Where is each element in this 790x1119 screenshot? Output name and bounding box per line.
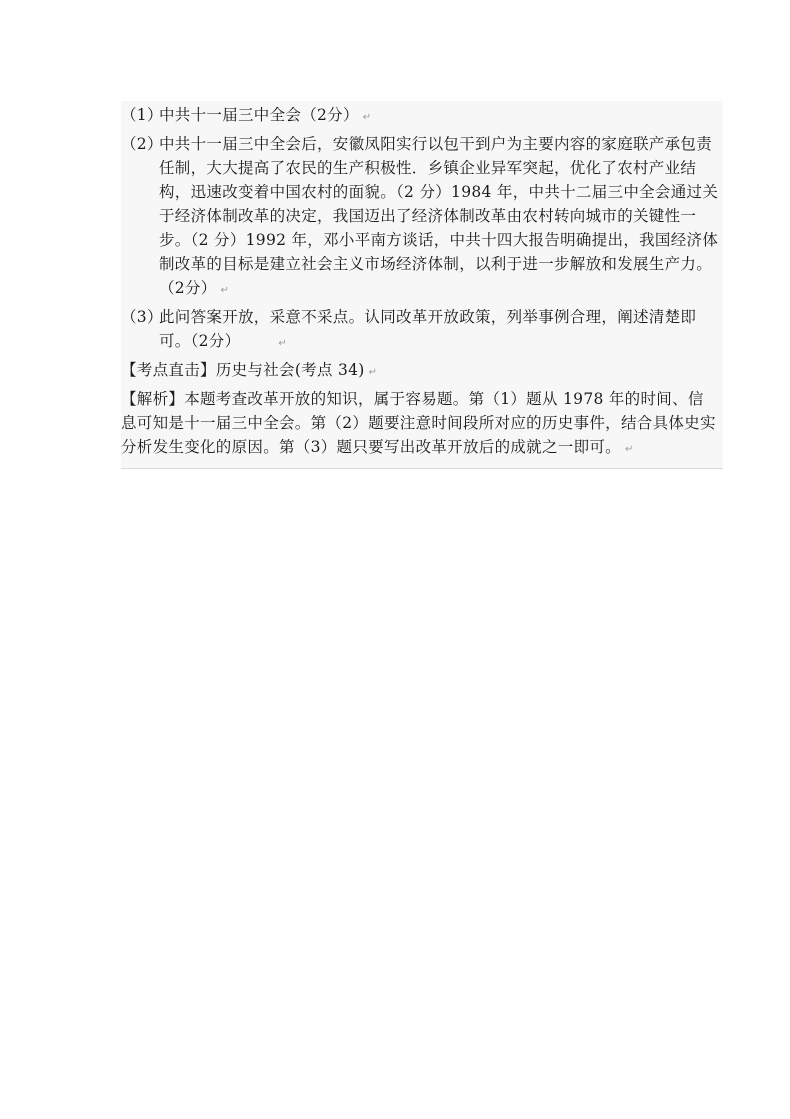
jiexi-text: 本题考查改革开放的知识，属于容易题。第（1）题从 1978 年的时间、信息可知是十一届三中全会。第（2）题要注意时间段所对应的历史事件，结合具体史实分析发生变化的原因。第（3）题只要写出改革开放后的成就之一即可。	[121, 390, 716, 456]
answer-item-1	[121, 103, 723, 130]
item-number: （1）	[121, 106, 163, 124]
answer-item-3	[121, 305, 723, 356]
item-text: 此问答案开放，采意不采点。认同改革开放政策，列举事例合理，阐述清楚即可。（2分）	[159, 308, 697, 350]
paragraph-mark-icon: ↵	[362, 112, 372, 123]
kaodian-line	[121, 358, 723, 385]
item-number: （3）	[121, 308, 163, 326]
jiexi-paragraph	[121, 387, 723, 462]
kaodian-text: 历史与社会(考点 34)	[215, 361, 365, 379]
paragraph-mark-icon: ↵	[624, 444, 634, 455]
item-number: （2）	[121, 135, 163, 153]
item-text: 中共十一届三中全会（2分）	[159, 106, 359, 124]
answer-document	[121, 101, 723, 469]
kaodian-tag: 【考点直击】	[121, 361, 216, 379]
paragraph-mark-icon: ↵	[368, 367, 378, 378]
jiexi-tag: 【解析】	[121, 390, 185, 408]
answer-item-2	[121, 132, 723, 303]
item-text: 中共十一届三中全会后，安徽凤阳实行以包干到户为主要内容的家庭联产承包责任制，大大提高了农民的生产积极性．乡镇企业异军突起，优化了农村产业结构，迅速改变着中国农村的面貌。（2 分）1984 年，中共十二届三中全会通过关于经济体制改革的决定，我国迈出了经济体制改革由农村转向城市的关键性一步。（2 分）1992 年，邓小平南方谈话，中共十四大报告明确提出，我国经济体制改革的目标是建立社会主义市场经济体制，以利于进一步解放和发展生产力。（2分）	[159, 135, 719, 297]
paragraph-mark-icon: ↵	[278, 338, 288, 349]
paragraph-mark-icon: ↵	[220, 285, 230, 296]
